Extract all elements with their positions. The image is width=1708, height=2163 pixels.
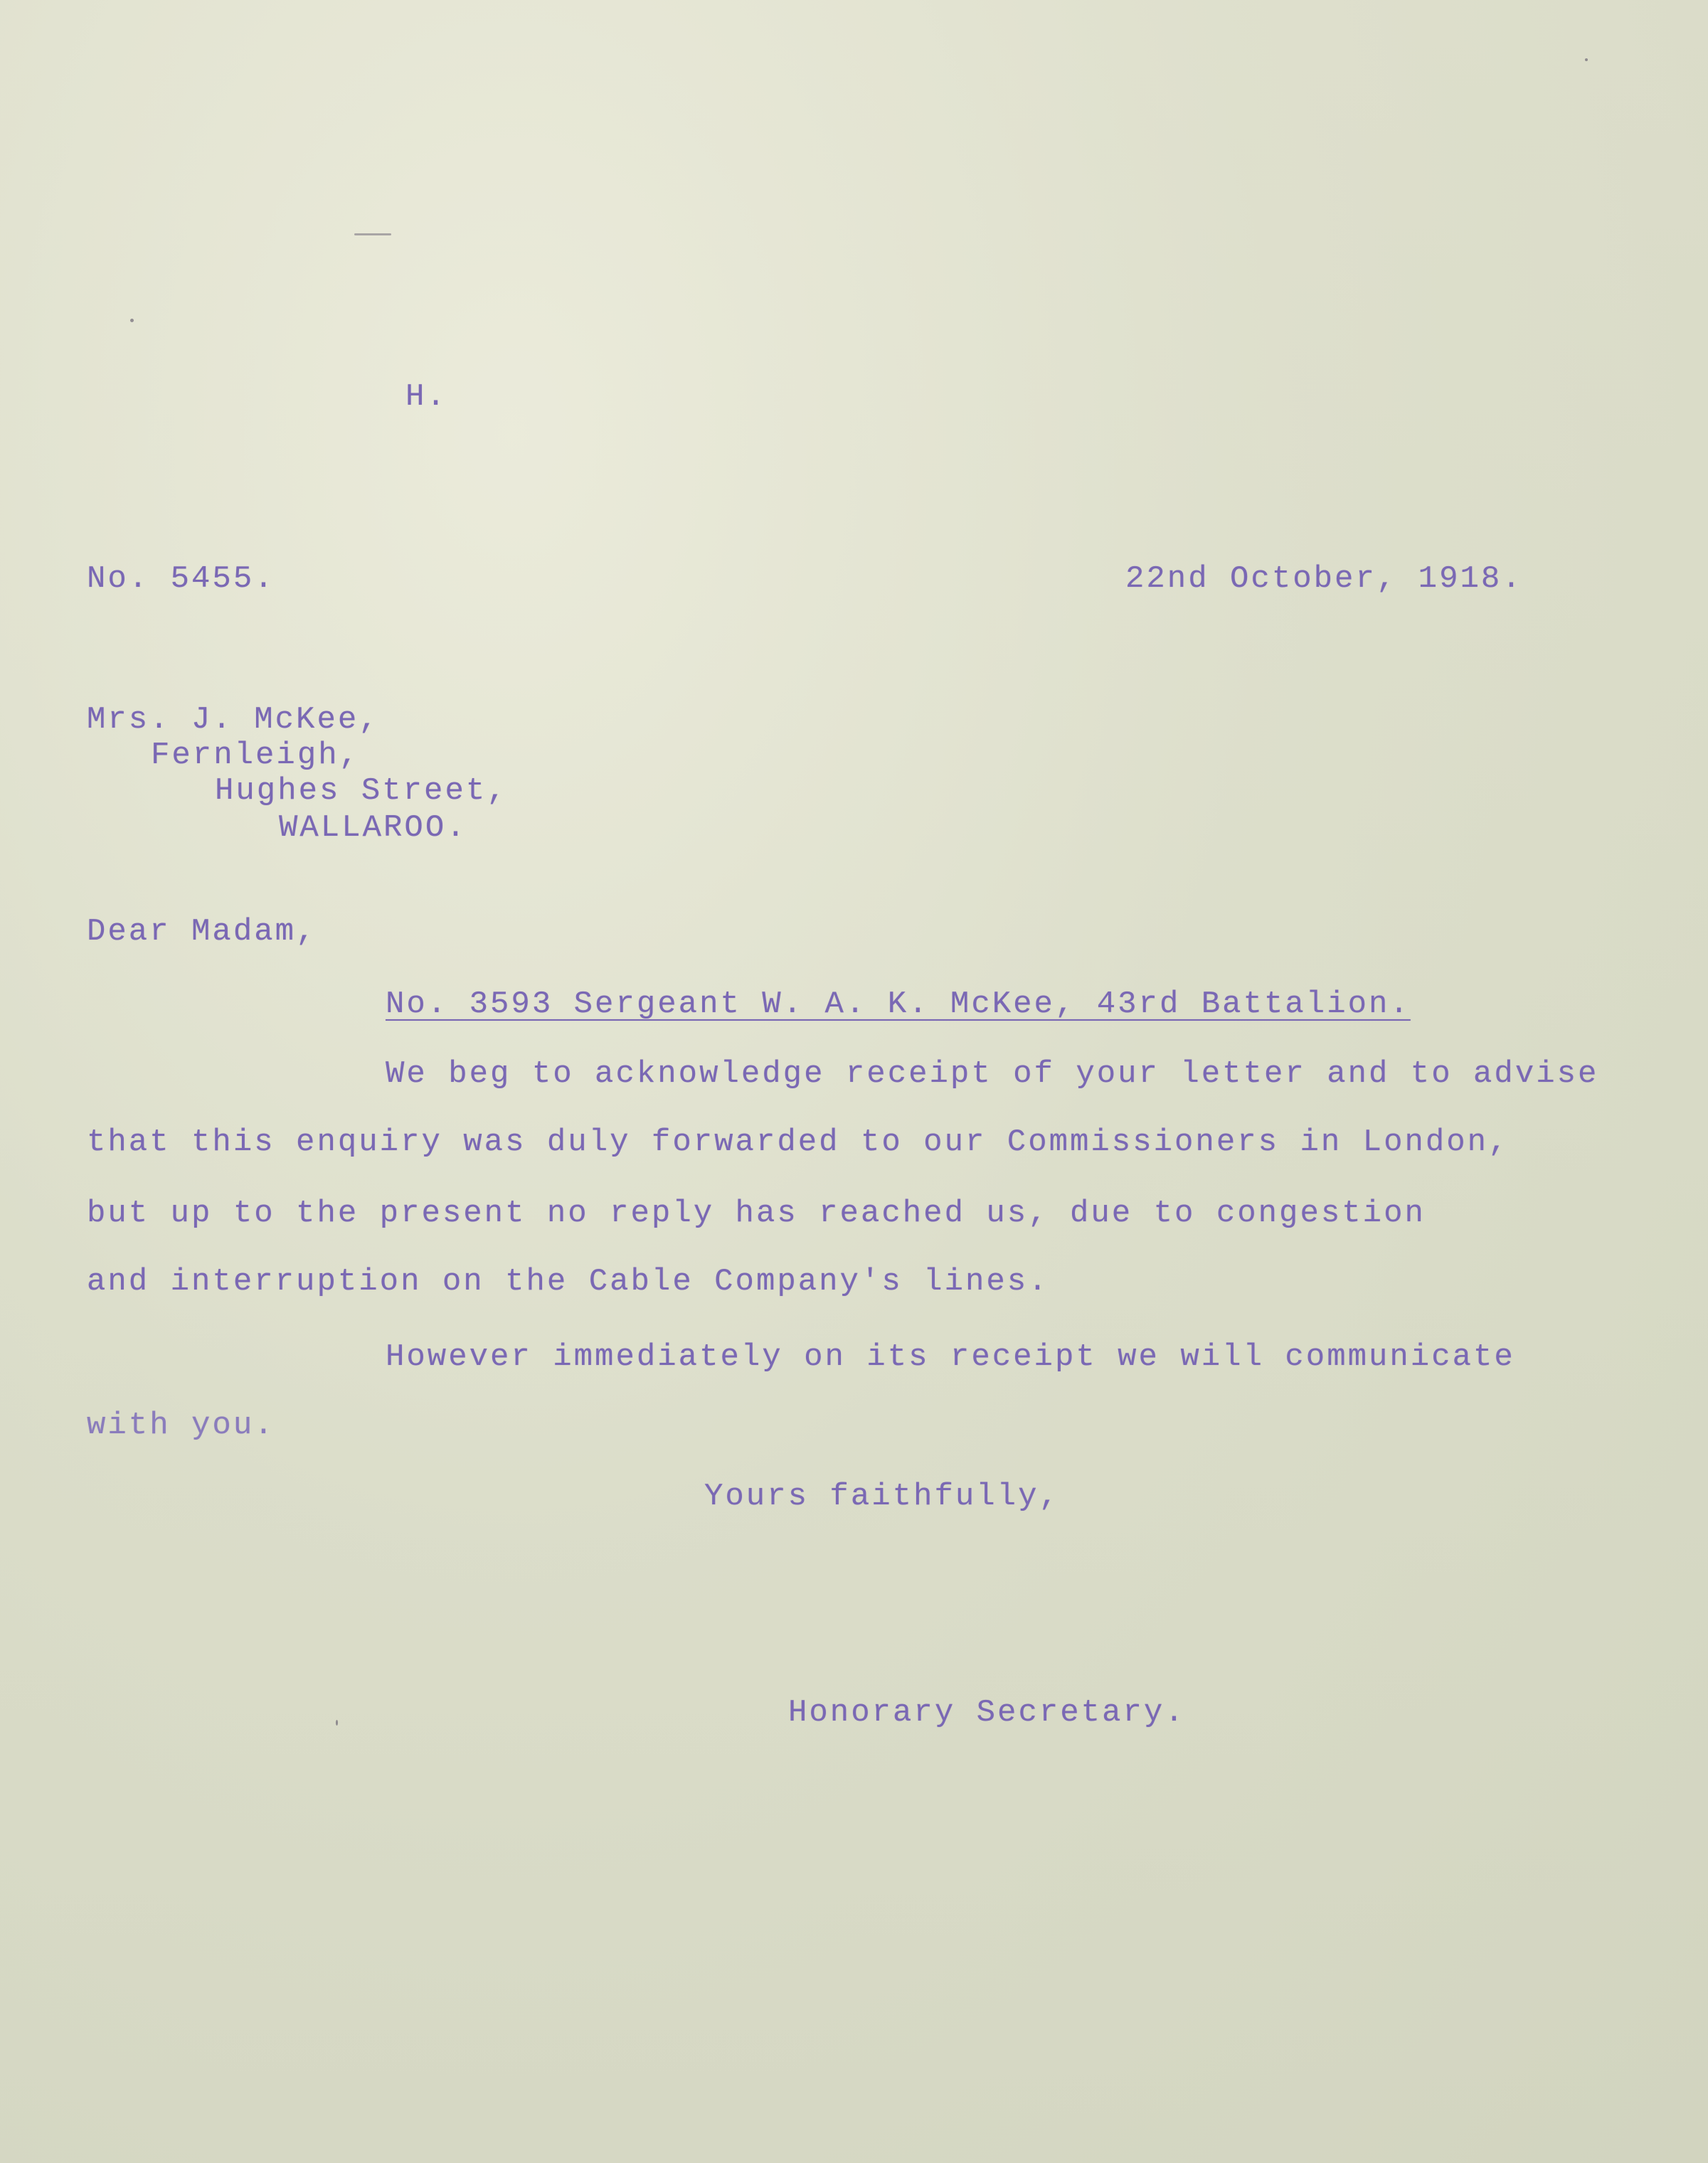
letter-initial: H.	[405, 379, 447, 415]
paper-speck	[130, 319, 134, 322]
address-line-4: WALLAROO.	[279, 810, 467, 846]
paper-speck	[354, 233, 391, 235]
salutation: Dear Madam,	[87, 914, 317, 950]
closing: Yours faithfully,	[704, 1479, 1060, 1514]
body-paragraph-1-line-2: that this enquiry was duly forwarded to our Commissioners in London,	[87, 1125, 1510, 1160]
address-line-2: Fernleigh,	[151, 738, 361, 773]
paper-speck	[336, 1720, 338, 1726]
body-paragraph-1-line-3: but up to the present no reply has reached us, due to congestion	[87, 1196, 1426, 1231]
address-line-1: Mrs. J. McKee,	[87, 702, 380, 738]
reference-number: No. 5455.	[87, 561, 275, 597]
address-line-3: Hughes Street,	[215, 773, 508, 809]
body-paragraph-2-line-2: with you.	[87, 1408, 275, 1443]
letter-date: 22nd October, 1918.	[1125, 561, 1523, 597]
subject-line: No. 3593 Sergeant W. A. K. McKee, 43rd Battalion.	[386, 987, 1411, 1022]
body-paragraph-1-line-4: and interruption on the Cable Company's lines.	[87, 1264, 1049, 1300]
paper-speck	[1585, 58, 1588, 61]
body-paragraph-1-line-1: We beg to acknowledge receipt of your letter and to advise	[386, 1056, 1599, 1092]
signature-title: Honorary Secretary.	[788, 1695, 1186, 1731]
body-paragraph-2-line-1: However immediately on its receipt we will communicate	[386, 1339, 1515, 1375]
